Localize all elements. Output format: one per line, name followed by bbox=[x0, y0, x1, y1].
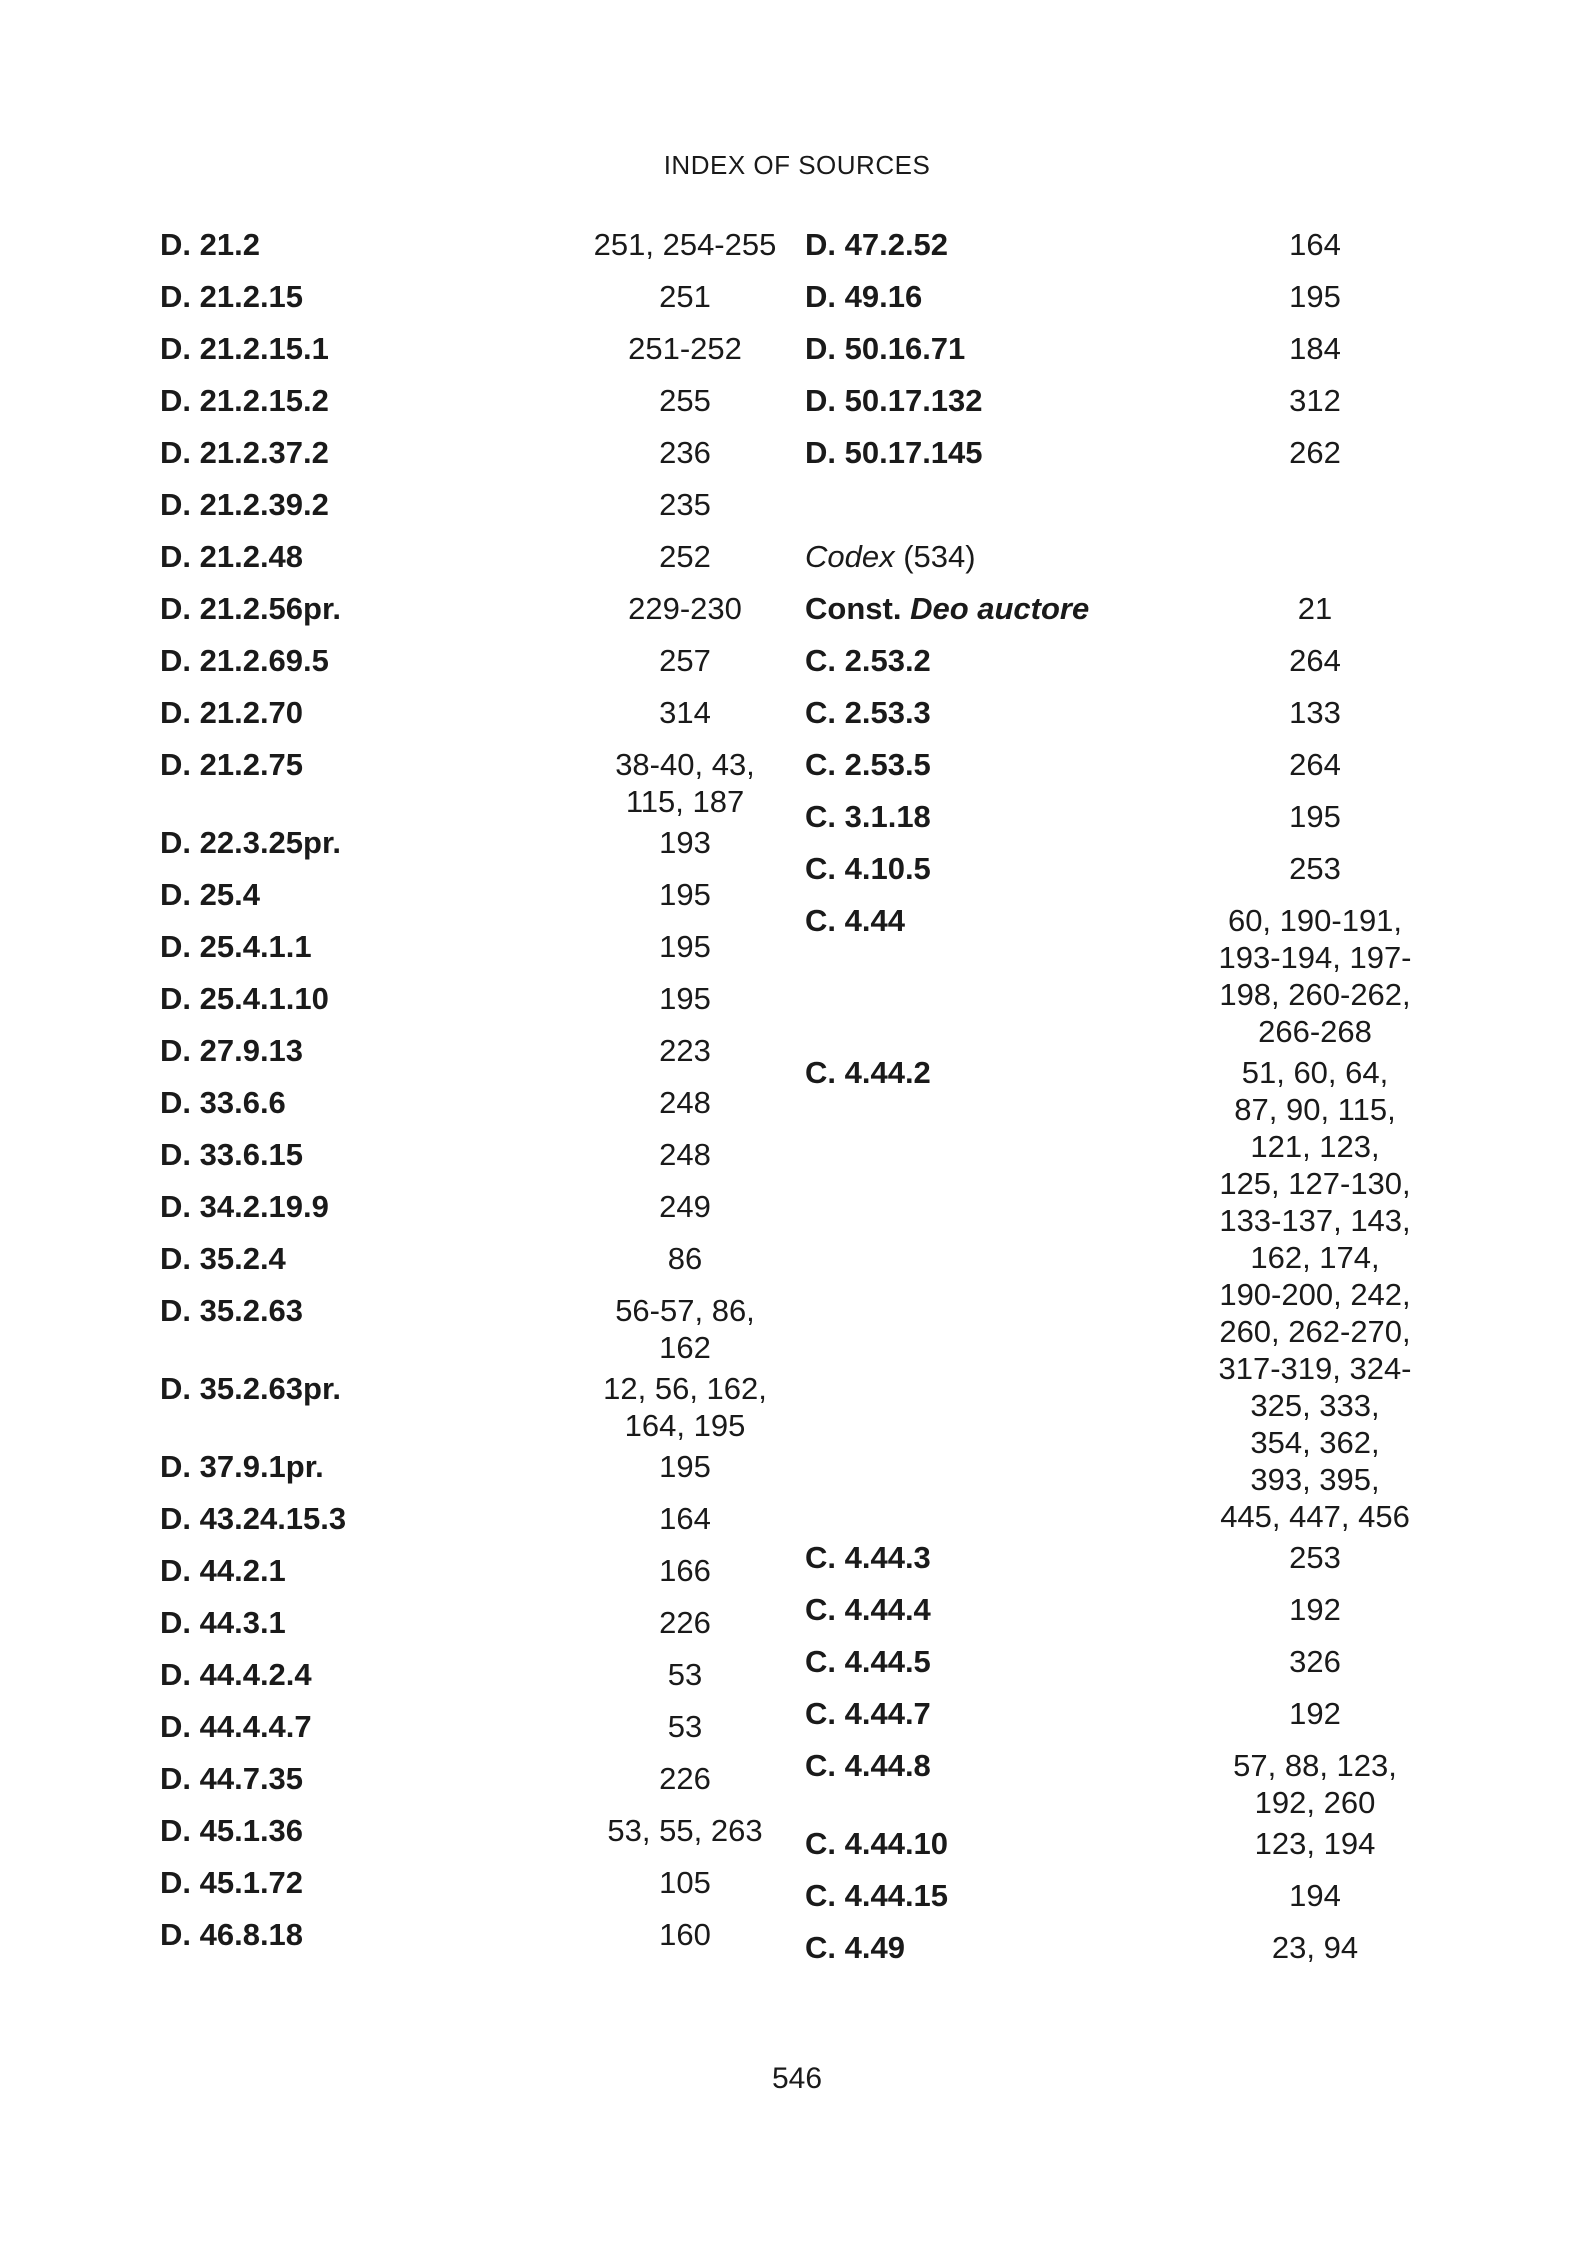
entry-reference: D. 21.2.15.2 bbox=[160, 383, 329, 418]
entry-reference: C. 4.44.5 bbox=[805, 1644, 931, 1679]
index-entry bbox=[805, 1743, 1435, 1821]
index-entry bbox=[160, 274, 790, 326]
entry-reference: D. 27.9.13 bbox=[160, 1033, 304, 1068]
index-entry bbox=[805, 846, 1435, 898]
index-entry bbox=[160, 1912, 790, 1964]
entry-pages: 314 bbox=[659, 695, 711, 730]
entry-reference: D. 44.2.1 bbox=[160, 1553, 286, 1588]
index-entry bbox=[805, 1639, 1435, 1691]
entry-reference: D. 49.16 bbox=[805, 279, 923, 314]
entry-reference: D. 21.2.70 bbox=[160, 695, 304, 730]
entry-pages: 253 bbox=[1289, 1540, 1341, 1575]
index-entry bbox=[160, 1652, 790, 1704]
entry-pages: 236 bbox=[659, 435, 711, 470]
entry-reference: D. 35.2.4 bbox=[160, 1241, 286, 1276]
index-entry bbox=[160, 1808, 790, 1860]
entry-reference: D. 21.2.39.2 bbox=[160, 487, 329, 522]
entry-reference: D. 44.3.1 bbox=[160, 1605, 286, 1640]
entry-reference: D. 45.1.36 bbox=[160, 1813, 304, 1848]
entry-reference: C. 4.44.15 bbox=[805, 1878, 949, 1913]
entry-reference: D. 37.9.1pr. bbox=[160, 1449, 324, 1484]
entry-reference: D. 43.24.15.3 bbox=[160, 1501, 347, 1536]
entry-pages: 56-57, 86, 162 bbox=[615, 1293, 755, 1365]
entry-pages: 192 bbox=[1289, 1696, 1341, 1731]
entry-pages: 251 bbox=[659, 279, 711, 314]
entry-pages: 53, 55, 263 bbox=[607, 1813, 763, 1848]
entry-pages: 166 bbox=[659, 1553, 711, 1588]
entry-pages: 12, 56, 162, 164, 195 bbox=[603, 1371, 767, 1443]
index-column-left bbox=[160, 222, 790, 1964]
index-entry bbox=[805, 638, 1435, 690]
index-entry bbox=[160, 976, 790, 1028]
entry-pages: 248 bbox=[659, 1137, 711, 1172]
entry-pages: 326 bbox=[1289, 1644, 1341, 1679]
entry-pages: 248 bbox=[659, 1085, 711, 1120]
entry-pages: 262 bbox=[1289, 435, 1341, 470]
entry-pages: 312 bbox=[1289, 383, 1341, 418]
index-entry bbox=[160, 1288, 790, 1366]
entry-pages: 223 bbox=[659, 1033, 711, 1068]
index-column-right bbox=[805, 222, 1435, 1977]
entry-reference: D. 44.4.2.4 bbox=[160, 1657, 312, 1692]
entry-pages: 195 bbox=[659, 877, 711, 912]
entry-pages: 195 bbox=[1289, 799, 1341, 834]
entry-reference: C. 4.44.4 bbox=[805, 1592, 931, 1627]
index-entry bbox=[160, 378, 790, 430]
entry-reference: D. 21.2.48 bbox=[160, 539, 304, 574]
entry-pages: 133 bbox=[1289, 695, 1341, 730]
entry-pages: 164 bbox=[659, 1501, 711, 1536]
entry-pages: 235 bbox=[659, 487, 711, 522]
entry-reference: D. 50.17.145 bbox=[805, 435, 983, 470]
index-entry-const bbox=[805, 586, 1435, 638]
entry-reference: C. 4.44.3 bbox=[805, 1540, 931, 1575]
index-entry bbox=[805, 1821, 1435, 1873]
entry-pages: 60, 190-191, 193-194, 197- 198, 260-262, 266-268 bbox=[1218, 903, 1412, 1049]
index-entry bbox=[805, 222, 1435, 274]
entry-pages: 53 bbox=[667, 1657, 703, 1692]
entry-pages: 57, 88, 123, 192, 260 bbox=[1233, 1748, 1397, 1820]
index-entry bbox=[160, 872, 790, 924]
entry-pages: 193 bbox=[659, 825, 711, 860]
index-entry bbox=[160, 1704, 790, 1756]
entry-pages: 23, 94 bbox=[1271, 1930, 1359, 1965]
entry-reference: D. 44.4.4.7 bbox=[160, 1709, 312, 1744]
entry-pages: 226 bbox=[659, 1761, 711, 1796]
page-number: 546 bbox=[771, 2062, 823, 2095]
index-entry bbox=[805, 378, 1435, 430]
index-entry bbox=[160, 638, 790, 690]
index-entry bbox=[805, 326, 1435, 378]
index-entry bbox=[160, 1028, 790, 1080]
entry-reference: C. 3.1.18 bbox=[805, 799, 931, 834]
entry-pages: 257 bbox=[659, 643, 711, 678]
entry-reference: D. 21.2.37.2 bbox=[160, 435, 329, 470]
running-header: INDEX OF SOURCES bbox=[663, 150, 931, 180]
entry-reference: D. 21.2.15 bbox=[160, 279, 304, 314]
const-title: Deo auctore bbox=[910, 591, 1090, 626]
index-entry bbox=[160, 534, 790, 586]
entry-pages: 255 bbox=[659, 383, 711, 418]
index-entry bbox=[805, 1873, 1435, 1925]
entry-pages: 264 bbox=[1289, 643, 1341, 678]
index-entry bbox=[160, 1548, 790, 1600]
entry-reference: C. 4.49 bbox=[805, 1930, 905, 1965]
entry-reference: D. 50.16.71 bbox=[805, 331, 966, 366]
entry-reference: D. 21.2.56pr. bbox=[160, 591, 341, 626]
index-entry bbox=[160, 326, 790, 378]
index-entry bbox=[160, 1600, 790, 1652]
index-entry bbox=[160, 742, 790, 820]
entry-pages: 123, 194 bbox=[1254, 1826, 1376, 1861]
entry-pages: 105 bbox=[659, 1865, 711, 1900]
index-entry bbox=[805, 1691, 1435, 1743]
entry-reference: D. 21.2.75 bbox=[160, 747, 304, 782]
codex-title: Codex bbox=[805, 539, 895, 574]
entry-reference: D. 45.1.72 bbox=[160, 1865, 304, 1900]
index-entry bbox=[805, 690, 1435, 742]
entry-pages: 192 bbox=[1289, 1592, 1341, 1627]
entry-pages: 264 bbox=[1289, 747, 1341, 782]
entry-pages: 194 bbox=[1289, 1878, 1341, 1913]
index-entry bbox=[160, 1496, 790, 1548]
entry-pages: 249 bbox=[659, 1189, 711, 1224]
index-entry bbox=[805, 898, 1435, 1050]
entry-reference: C. 4.44.8 bbox=[805, 1748, 931, 1783]
index-entry bbox=[160, 1184, 790, 1236]
index-entry bbox=[805, 794, 1435, 846]
entry-reference: C. 4.44.10 bbox=[805, 1826, 949, 1861]
entry-reference: D. 35.2.63 bbox=[160, 1293, 304, 1328]
index-entry bbox=[160, 1132, 790, 1184]
entry-pages: 38-40, 43, 115, 187 bbox=[615, 747, 755, 819]
entry-reference: C. 4.44.7 bbox=[805, 1696, 931, 1731]
entry-pages: 160 bbox=[659, 1917, 711, 1952]
entry-reference: D. 25.4 bbox=[160, 877, 260, 912]
index-entry bbox=[805, 1587, 1435, 1639]
index-entry bbox=[160, 430, 790, 482]
index-entry bbox=[805, 742, 1435, 794]
entry-reference: D. 33.6.6 bbox=[160, 1085, 286, 1120]
entry-reference: C. 4.10.5 bbox=[805, 851, 931, 886]
entry-pages: 251-252 bbox=[628, 331, 742, 366]
entry-reference: C. 2.53.2 bbox=[805, 643, 931, 678]
index-entry bbox=[160, 1444, 790, 1496]
index-entry bbox=[160, 1756, 790, 1808]
index-entry bbox=[160, 1236, 790, 1288]
entry-pages: 252 bbox=[659, 539, 711, 574]
entry-pages: 195 bbox=[659, 1449, 711, 1484]
entry-pages: 195 bbox=[659, 929, 711, 964]
index-entry bbox=[805, 274, 1435, 326]
entry-pages: 195 bbox=[1289, 279, 1341, 314]
entry-reference: D. 25.4.1.10 bbox=[160, 981, 329, 1016]
index-entry bbox=[160, 586, 790, 638]
entry-reference: D. 21.2.15.1 bbox=[160, 331, 329, 366]
const-pages: 21 bbox=[1297, 591, 1333, 626]
entry-pages: 164 bbox=[1289, 227, 1341, 262]
entry-reference: C. 4.44 bbox=[805, 903, 905, 938]
index-entry bbox=[160, 690, 790, 742]
entry-pages: 195 bbox=[659, 981, 711, 1016]
entry-reference: C. 2.53.5 bbox=[805, 747, 931, 782]
entry-reference: D. 34.2.19.9 bbox=[160, 1189, 329, 1224]
index-entry bbox=[805, 1050, 1435, 1535]
index-entry bbox=[160, 222, 790, 274]
entry-reference: D. 50.17.132 bbox=[805, 383, 983, 418]
section-gap bbox=[805, 482, 1435, 534]
entry-reference: C. 4.44.2 bbox=[805, 1055, 931, 1090]
entry-pages: 253 bbox=[1289, 851, 1341, 886]
entry-pages: 226 bbox=[659, 1605, 711, 1640]
index-entry bbox=[160, 924, 790, 976]
entry-pages: 86 bbox=[667, 1241, 703, 1276]
index-entry bbox=[160, 820, 790, 872]
entry-reference: D. 35.2.63pr. bbox=[160, 1371, 341, 1406]
entry-reference: D. 46.8.18 bbox=[160, 1917, 304, 1952]
index-entry bbox=[160, 1860, 790, 1912]
entry-reference: D. 22.3.25pr. bbox=[160, 825, 341, 860]
entry-reference: D. 25.4.1.1 bbox=[160, 929, 312, 964]
entry-pages: 251, 254-255 bbox=[593, 227, 777, 262]
entry-reference: C. 2.53.3 bbox=[805, 695, 931, 730]
codex-section-heading bbox=[805, 534, 1435, 586]
entry-reference: D. 44.7.35 bbox=[160, 1761, 304, 1796]
entry-reference: D. 33.6.15 bbox=[160, 1137, 304, 1172]
entry-reference: D. 21.2 bbox=[160, 227, 260, 262]
entry-pages: 229-230 bbox=[628, 591, 742, 626]
entry-reference: D. 47.2.52 bbox=[805, 227, 949, 262]
index-entry bbox=[160, 482, 790, 534]
entry-pages: 53 bbox=[667, 1709, 703, 1744]
index-entry bbox=[805, 1535, 1435, 1587]
index-entry bbox=[805, 1925, 1435, 1977]
index-entry bbox=[805, 430, 1435, 482]
index-entry bbox=[160, 1080, 790, 1132]
index-entry bbox=[160, 1366, 790, 1444]
entry-pages: 51, 60, 64, 87, 90, 115, 121, 123, 125, 127-130, 133-137, 143, 162, 174, 190-200, 242, 260, 262-270, 317-319, 324- 325, 333, 354, 362, 393, 395, 445, 447, 456 bbox=[1218, 1055, 1412, 1534]
codex-note: (534) bbox=[903, 539, 976, 574]
entry-reference: D. 21.2.69.5 bbox=[160, 643, 329, 678]
entry-pages: 184 bbox=[1289, 331, 1341, 366]
const-prefix: Const. bbox=[805, 591, 902, 626]
